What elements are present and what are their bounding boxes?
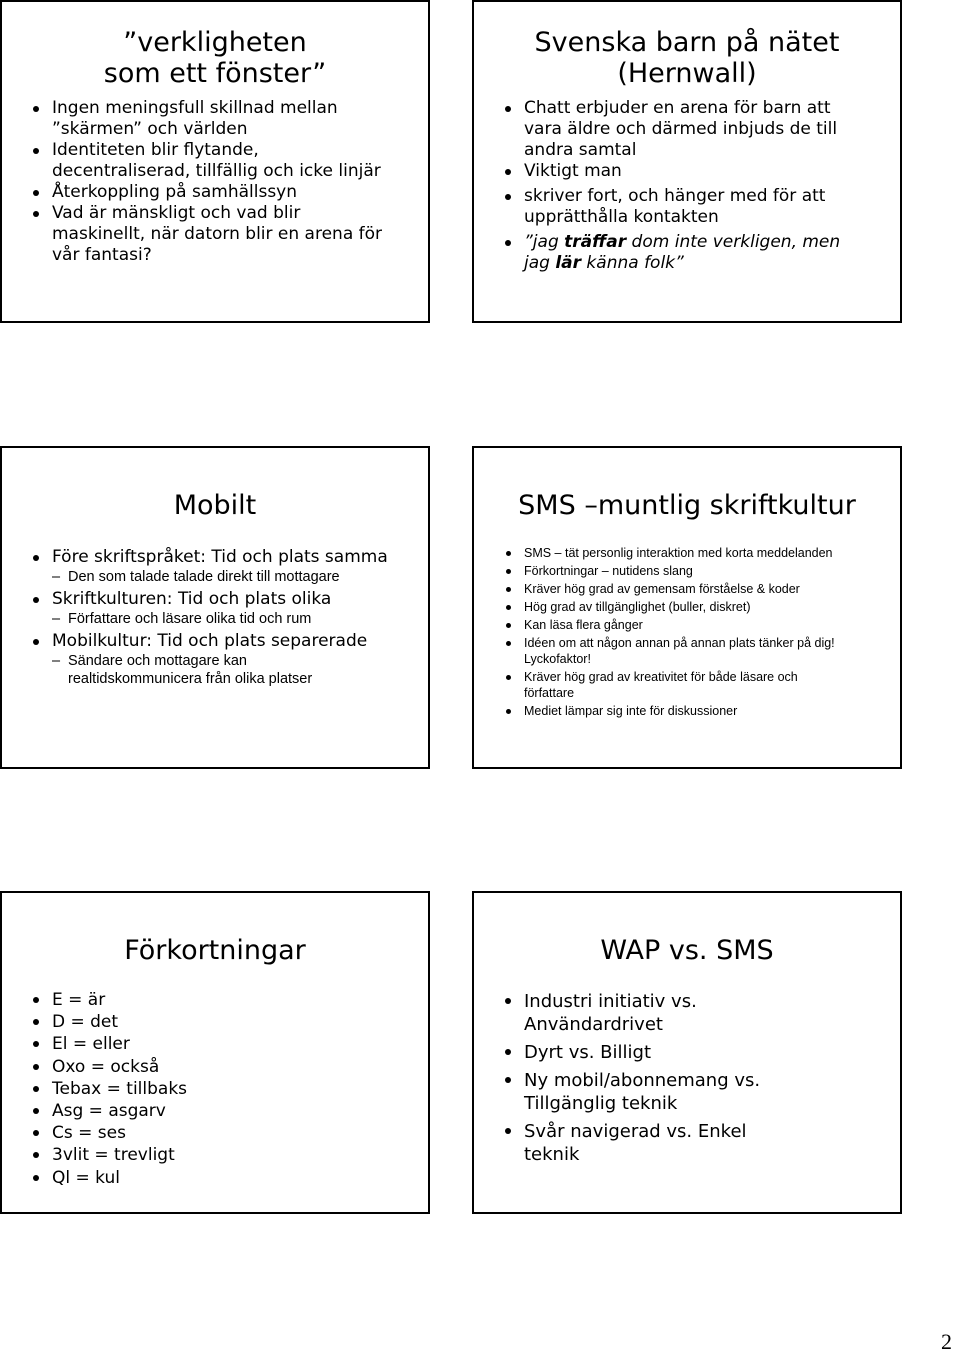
list-item: Kan läsa flera gånger (504, 617, 840, 633)
bullet-list (32, 98, 398, 266)
list-item: Mediet lämpar sig inte för diskussioner (504, 703, 840, 719)
list-item (32, 547, 408, 568)
slide-forkortningar (0, 891, 430, 1214)
bullet-list (32, 547, 408, 688)
quote-part: ”jag (524, 232, 565, 252)
slide-title: Svenska barn på nätet (Hernwall) (534, 27, 840, 89)
list-item (32, 631, 408, 652)
slide-mobilt (0, 446, 430, 769)
slide-wap-vs-sms (472, 891, 902, 1214)
list-item: Kräver hög grad av kreativitet för både läsare och författare (504, 669, 840, 701)
quote-emphasis: träffar (564, 232, 627, 252)
list-item: skriver fort, och hänger med för att upprätthålla kontakten (504, 186, 860, 228)
slide-title: ”verkligheten som ett fönster” (103, 27, 327, 89)
list-item: Ny mobil/abonnemang vs. Tillgänglig teknik (504, 1069, 790, 1115)
list-item: Oxo = också (32, 1056, 398, 1078)
list-item: Identiteten blir flytande, decentraliserad, tillfällig och icke linjär (32, 140, 398, 182)
list-item: Hög grad av tillgänglighet (buller, diskret) (504, 599, 840, 615)
slide-verkligheten (0, 0, 430, 323)
list-item: Förkortningar – nutidens slang (504, 563, 840, 579)
list-item: Ingen meningsfull skillnad mellan ”skärmen” och världen (32, 98, 398, 140)
quote-part: känna folk” (581, 253, 684, 273)
list-item: Återkoppling på samhällssyn (32, 182, 398, 203)
list-item-text: Skriftkulturen: Tid och plats olika (52, 589, 332, 609)
bullet-list (504, 98, 860, 274)
list-item (32, 589, 408, 610)
list-item-text: Mobilkultur: Tid och plats separerade (52, 631, 368, 651)
list-item: Idéen om att någon annan på annan plats tänker på dig! Lyckofaktor! (504, 635, 840, 667)
list-item: SMS – tät personlig interaktion med korta meddelanden (504, 545, 840, 561)
slide-title: WAP vs. SMS (600, 935, 774, 966)
list-item: Asg = asgarv (32, 1100, 398, 1122)
list-item: Cs = ses (32, 1122, 398, 1144)
sub-item: – Författare och läsare olika tid och rum (32, 610, 408, 628)
bullet-list (504, 990, 790, 1166)
slide-sms-muntlig (472, 446, 902, 769)
slide-title: Mobilt (173, 490, 257, 521)
list-item: Kräver hög grad av gemensam förståelse & koder (504, 581, 840, 597)
slide-title: SMS –muntlig skriftkultur (518, 490, 856, 521)
list-item: Ql = kul (32, 1167, 398, 1189)
list-item: D = det (32, 1011, 398, 1033)
sub-item: – Den som talade talade direkt till mottagare (32, 568, 408, 586)
bullet-list (32, 989, 398, 1189)
list-item: Viktigt man (504, 161, 860, 182)
list-item: El = eller (32, 1033, 398, 1055)
page-number: 2 (941, 1329, 952, 1354)
list-item: Tebax = tillbaks (32, 1078, 398, 1100)
list-item: Industri initiativ vs. Användardrivet (504, 990, 790, 1036)
list-item: Chatt erbjuder en arena för barn att vara äldre och därmed inbjuds de till andra samtal (504, 98, 860, 161)
quote-emphasis: lär (555, 253, 582, 273)
quote-part: dom inte verkligen, men jag (524, 232, 841, 273)
list-item: Dyrt vs. Billigt (504, 1041, 790, 1064)
list-item: Vad är mänskligt och vad blir maskinellt, när datorn blir en arena för vår fantasi? (32, 203, 398, 266)
list-item: E = är (32, 989, 398, 1011)
slide-svenska-barn (472, 0, 902, 323)
list-item-quote (504, 232, 860, 274)
sub-item: – Sändare och mottagare kan realtidskommunicera från olika platser (32, 652, 408, 688)
bullet-list (504, 545, 840, 719)
list-item: 3vlit = trevligt (32, 1144, 398, 1166)
list-item: Svår navigerad vs. Enkel teknik (504, 1120, 790, 1166)
list-item-text: Före skriftspråket: Tid och plats samma (52, 547, 388, 567)
slide-title: Förkortningar (124, 935, 306, 966)
